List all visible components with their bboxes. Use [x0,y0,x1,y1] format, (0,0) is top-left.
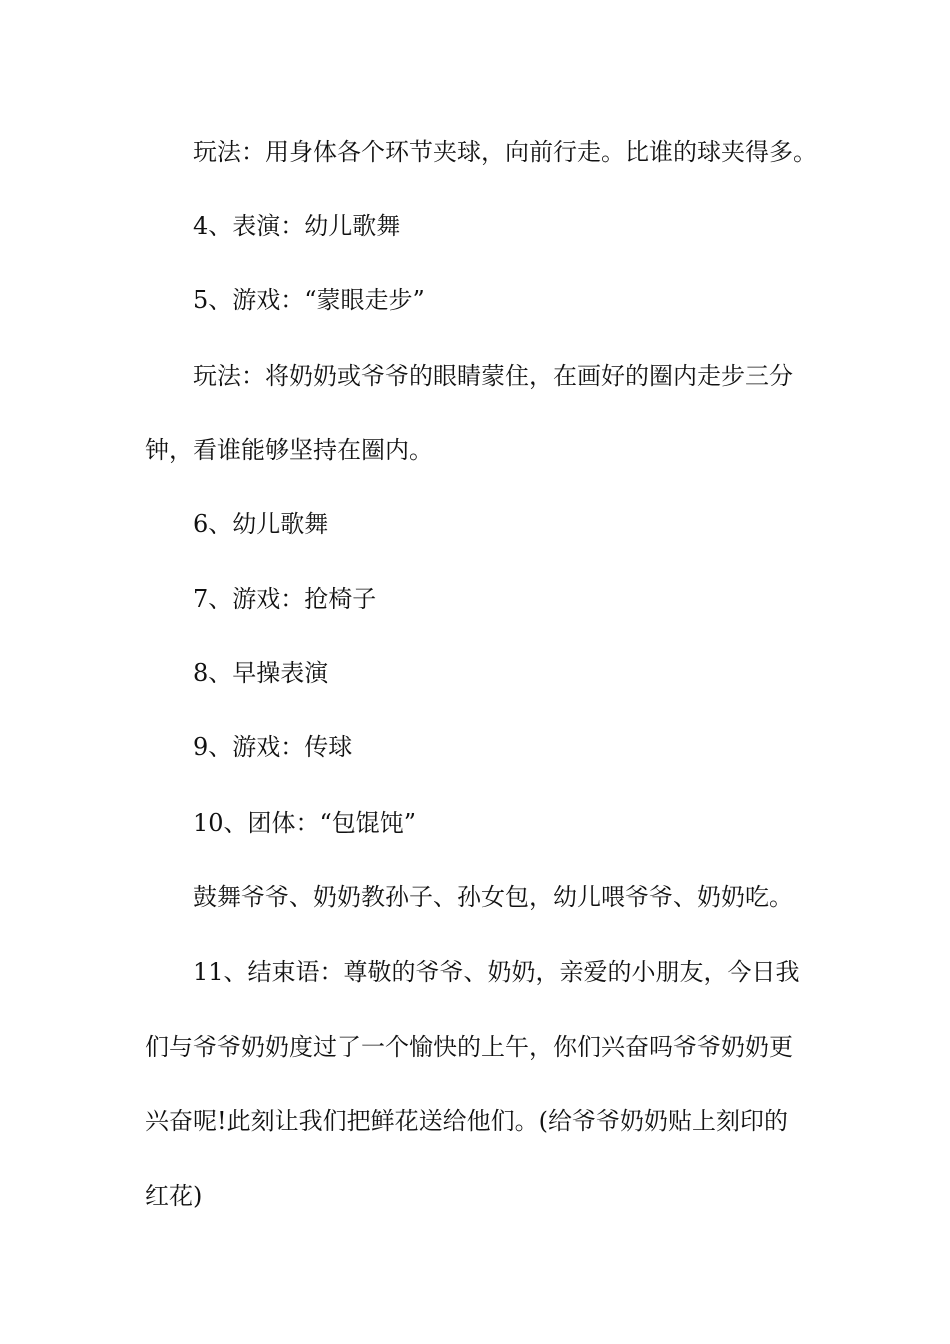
paragraph-wonton: 鼓舞爷爷、奶奶教孙子、孙女包，幼儿喂爷爷、奶奶吃。 [193,883,793,911]
item-11-closing-line4: 红花) [145,1182,203,1210]
item-11-closing-line2: 们与爷爷奶奶度过了一个愉快的上午，你们兴奋吗爷爷奶奶更 [145,1033,793,1061]
item-11-closing-line1: 11、结束语：尊敬的爷爷、奶奶，亲爱的小朋友，今日我 [193,958,800,986]
paragraph-gameplay-blindfold-line1: 玩法：将奶奶或爷爷的眼睛蒙住，在画好的圈内走步三分 [193,362,793,390]
paragraph-gameplay-ball: 玩法：用身体各个环节夹球，向前行走。比谁的球夹得多。 [193,138,817,166]
item-5-game-blindfold: 5、游戏：“蒙眼走步” [193,286,425,314]
item-10-group-wonton: 10、团体：“包馄饨” [193,809,417,837]
item-6-dance: 6、幼儿歌舞 [193,510,329,538]
item-8-morning-exercise: 8、早操表演 [193,659,329,687]
paragraph-gameplay-blindfold-line2: 钟，看谁能够坚持在圈内。 [145,436,433,464]
item-11-closing-line3: 兴奋呢!此刻让我们把鲜花送给他们。(给爷爷奶奶贴上刻印的 [145,1107,789,1135]
item-9-game-pass-ball: 9、游戏：传球 [193,733,353,761]
item-7-game-chairs: 7、游戏：抢椅子 [193,585,377,613]
item-4-performance: 4、表演：幼儿歌舞 [193,212,401,240]
